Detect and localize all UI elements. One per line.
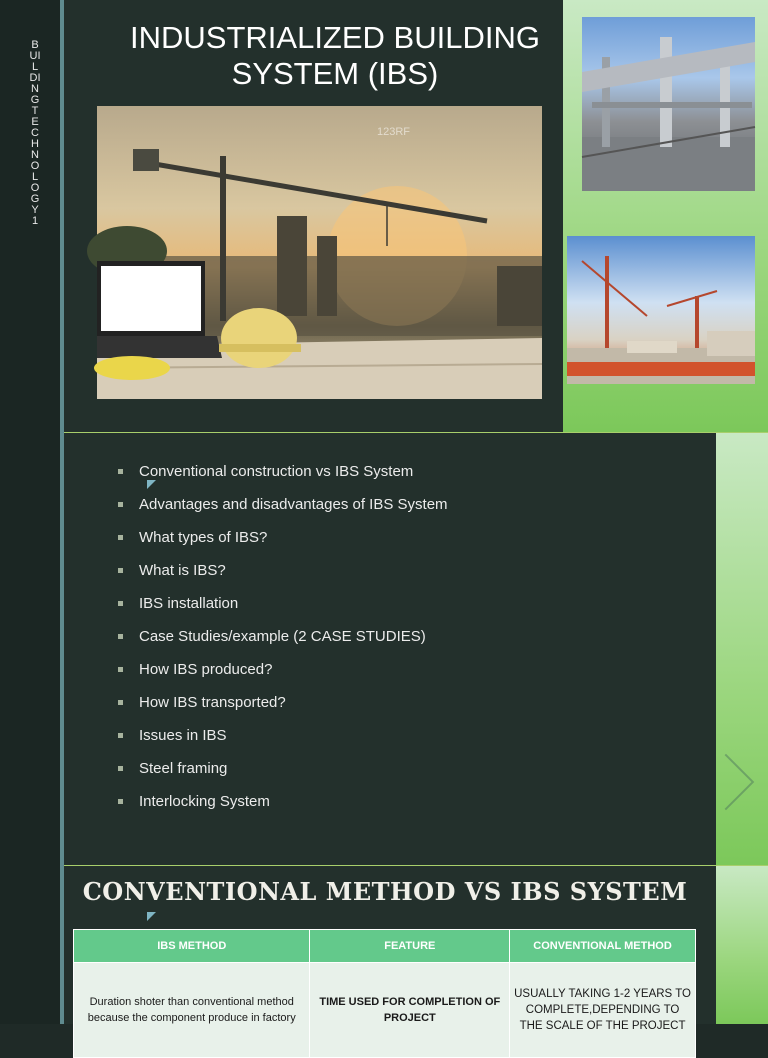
list-item: Advantages and disadvantages of IBS System <box>118 488 678 521</box>
page-title: INDUSTRIALIZED BUILDING SYSTEM (IBS) <box>130 20 540 91</box>
list-item: Issues in IBS <box>118 719 678 752</box>
table-cell: Duration shoter than conventional method because the component produce in factory <box>74 963 310 1058</box>
corner-marker-icon <box>147 480 156 489</box>
list-item: Interlocking System <box>118 785 678 818</box>
slide-separator <box>0 865 768 866</box>
list-item: Case Studies/example (2 CASE STUDIES) <box>118 620 678 653</box>
column-header: FEATURE <box>310 930 510 963</box>
left-accent-line <box>60 0 64 1024</box>
table-header-row <box>74 930 696 963</box>
green-side-panel <box>716 865 768 1024</box>
construction-scene-illustration <box>97 106 542 399</box>
green-side-panel <box>716 432 768 865</box>
steel-structure-photo <box>582 17 755 191</box>
corner-marker-icon <box>147 912 156 921</box>
watermark-text: 123RF <box>377 126 411 138</box>
table-cell: USUALLY TAKING 1-2 YEARS TO COMPLETE,DEPENDING TO THE SCALE OF THE PROJECT <box>510 963 696 1058</box>
slide-separator <box>0 432 768 433</box>
comparison-table <box>73 929 696 1058</box>
list-item: How IBS produced? <box>118 653 678 686</box>
steel-frame-illustration <box>582 17 755 191</box>
list-item: What types of IBS? <box>118 521 678 554</box>
crane-site-photo <box>567 236 755 384</box>
construction-photo <box>97 106 542 399</box>
table-cell: TIME USED FOR COMPLETION OF PROJECT <box>310 963 510 1058</box>
list-item: Steel framing <box>118 752 678 785</box>
section-title: CONVENTIONAL METHOD VS IBS SYSTEM <box>82 877 688 906</box>
list-item: IBS installation <box>118 587 678 620</box>
side-label: BUILDING TECHNOLOGY 1 <box>29 39 41 227</box>
list-item: Conventional construction vs IBS System <box>118 455 678 488</box>
list-item: How IBS transported? <box>118 686 678 719</box>
table-row <box>74 963 696 1058</box>
column-header: IBS METHOD <box>74 930 310 963</box>
crane-site-illustration <box>567 236 755 384</box>
list-item: What is IBS? <box>118 554 678 587</box>
column-header: CONVENTIONAL METHOD <box>510 930 696 963</box>
topic-list <box>118 455 678 818</box>
